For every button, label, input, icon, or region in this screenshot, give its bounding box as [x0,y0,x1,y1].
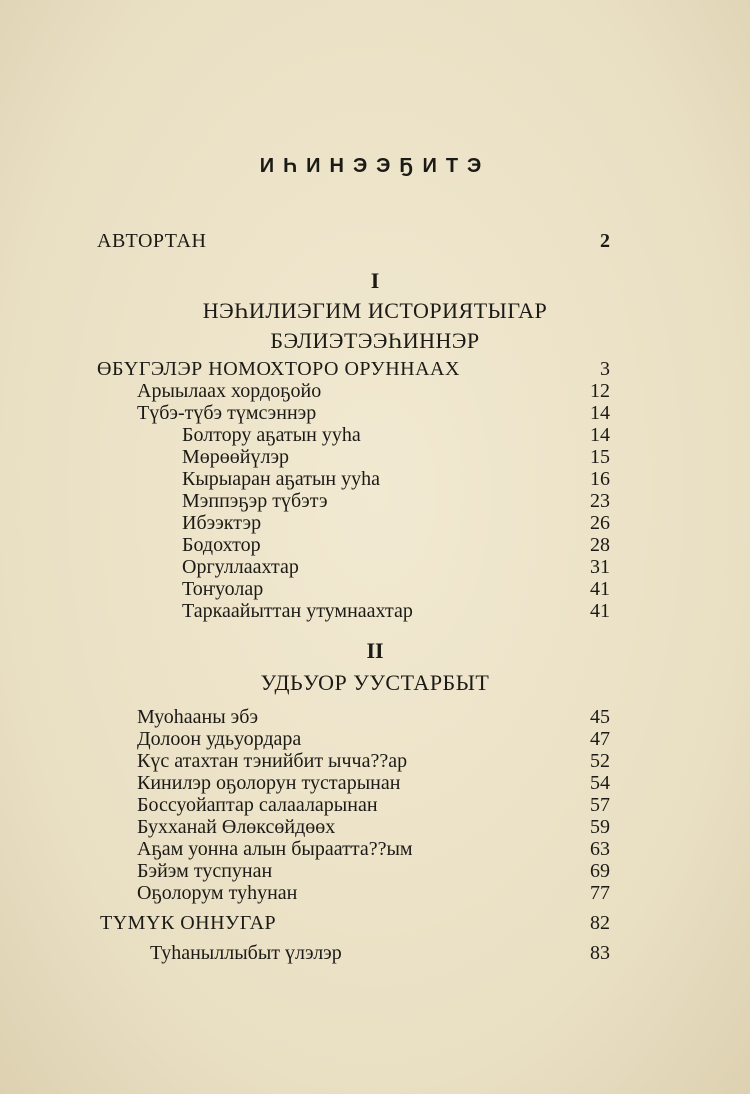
toc-subentry: Мөрөөйүлэр [182,446,290,468]
part-1-heading-line1: НЭҺИЛИЭГИМ ИСТОРИЯТЫГАР [202,298,548,323]
toc-page: 63 [590,838,610,860]
toc-page: 16 [590,468,610,490]
toc-page: 41 [590,600,610,622]
toc-page: 77 [590,882,610,904]
toc-entry: Долоон удьуордара [137,728,302,750]
toc-subentry: Мэппэҕэр түбэтэ [182,490,328,512]
toc-entry: Кинилэр оҕолорун тустарынан [137,772,401,794]
toc-page-conclusion: 82 [590,912,610,934]
part-2-heading: УДЬУОР УУСТАРБЫТ [260,670,490,695]
toc-subentry: Кырыаран аҕатын ууһа [182,468,380,490]
page-title: ИҺИНЭЭҔИТЭ [259,155,491,177]
toc-page: 59 [590,816,610,838]
toc-page-part1-section: 3 [600,358,610,380]
toc-entry: Арыылаах хордоҕойо [137,380,322,402]
part-1-numeral: I [370,268,380,293]
toc-page: 12 [590,380,610,402]
toc-entry: Аҕам уонна алын быраатта??ым [137,838,413,860]
toc-entry-sources: Туһаныллыбыт үлэлэр [150,942,342,964]
toc-page-preface: 2 [600,230,610,252]
toc-page: 45 [590,706,610,728]
toc-subentry: Ибээктэр [182,512,262,534]
toc-page: 26 [590,512,610,534]
toc-page: 69 [590,860,610,882]
toc-entry: Оҕолорум туһунан [137,882,298,904]
toc-entry-conclusion: ТҮМҮК ОННУГАР [100,912,277,934]
toc-page: 15 [590,446,610,468]
toc-subentry: Болтору аҕатын ууһа [182,424,361,446]
toc-entry-preface: АВТОРТАН [97,230,207,252]
toc-subentry: Бодохтор [182,534,261,556]
toc-page: 23 [590,490,610,512]
toc-page: 47 [590,728,610,750]
toc-page-sources: 83 [590,942,610,964]
toc-entry: Муоһааны эбэ [137,706,259,728]
toc-page: 41 [590,578,610,600]
toc-page: 28 [590,534,610,556]
toc-page: 14 [590,424,610,446]
toc-page: 57 [590,794,610,816]
toc-subentry: Оргуллаахтар [182,556,299,578]
toc-entry: Күс атахтан тэнийбит ычча??ар [137,750,408,772]
toc-subentry: Тоҥуолар [182,578,264,600]
toc-entry: Бэйэм туспунан [137,860,273,882]
toc-subentry: Таркаайыттан утумнаахтар [182,600,413,622]
toc-page: 14 [590,402,610,424]
part-1-heading-line2: БЭЛИЭТЭЭҺИННЭР [270,328,480,353]
toc-page: 31 [590,556,610,578]
part-2-numeral: II [366,638,384,663]
toc-page: 54 [590,772,610,794]
toc-entry: Бухханай Өлөксөйдөөх [137,816,336,838]
toc-entry: Боссуойаптар салааларынан [137,794,378,816]
toc-entry-part1-section: ӨБҮГЭЛЭР НОМОХТОРО ОРУННААХ [97,358,460,380]
toc-entry: Түбэ-түбэ түмсэннэр [137,402,317,424]
toc-page: 52 [590,750,610,772]
